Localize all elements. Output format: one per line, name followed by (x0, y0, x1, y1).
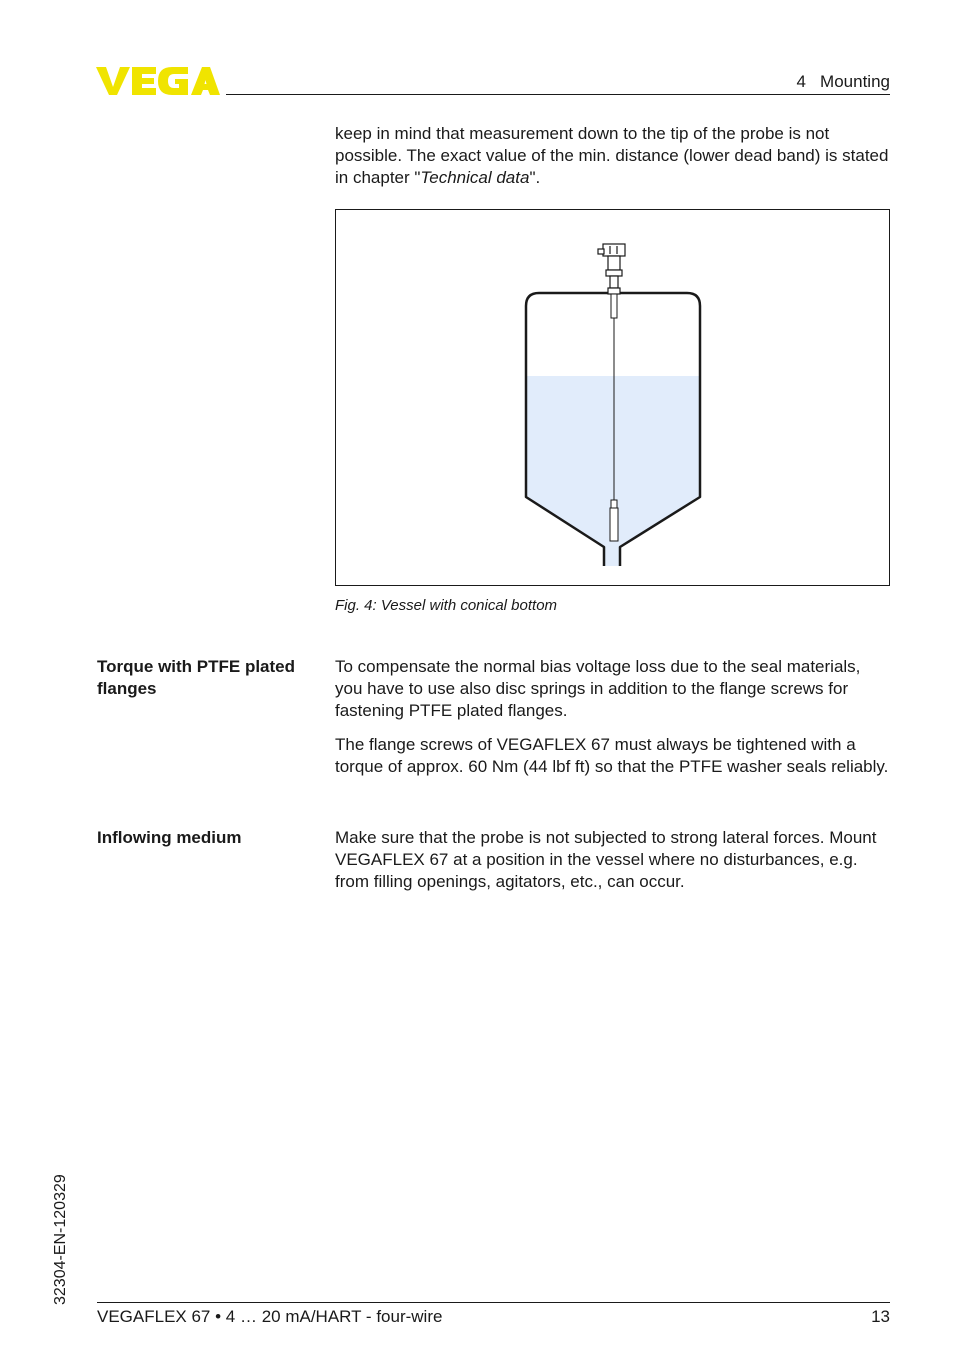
vessel-illustration (336, 210, 889, 585)
vega-logo (96, 64, 220, 98)
torque-paragraph-1: To compensate the normal bias voltage loss due to the seal materials, you have to use also disc springs in addition to the flange screws for fastening PTFE plated flanges. (335, 657, 861, 720)
intro-text-end: ". (529, 168, 541, 187)
figure-caption: Fig. 4: Vessel with conical bottom (335, 597, 558, 614)
section-label-inflowing-medium: Inflowing medium (97, 828, 242, 847)
technical-data-reference: Technical data (420, 168, 530, 187)
header-section-title: 4 Mounting (796, 72, 890, 91)
inflowing-medium-paragraph: Make sure that the probe is not subjected to strong lateral forces. Mount VEGAFLEX 67 at a position in the vessel where no disturbances, e.g. from filling openings, agitators, etc., can occur. (335, 828, 877, 891)
torque-paragraph-2: The flange screws of VEGAFLEX 67 must always be tightened with a torque of approx. 60 Nm (44 lbf ft) so that the PTFE washer seals reliably. (335, 735, 889, 776)
intro-text: keep in mind that measurement down to the tip of the probe is not possible. The exact value of the min. distance (lower dead band) is stated in chapter " (335, 124, 889, 187)
footer-product: VEGAFLEX 67 • 4 … 20 mA/HART - four-wire (97, 1307, 443, 1326)
page-number: 13 (871, 1307, 890, 1326)
footer-rule (97, 1302, 890, 1303)
header-rule (226, 94, 890, 95)
document-id: 32304-EN-120329 (52, 1174, 69, 1305)
section-label-torque: Torque with PTFE plated flanges (97, 657, 296, 698)
figure-frame (335, 209, 890, 586)
intro-paragraph (335, 123, 891, 189)
sensor-head (598, 244, 625, 294)
